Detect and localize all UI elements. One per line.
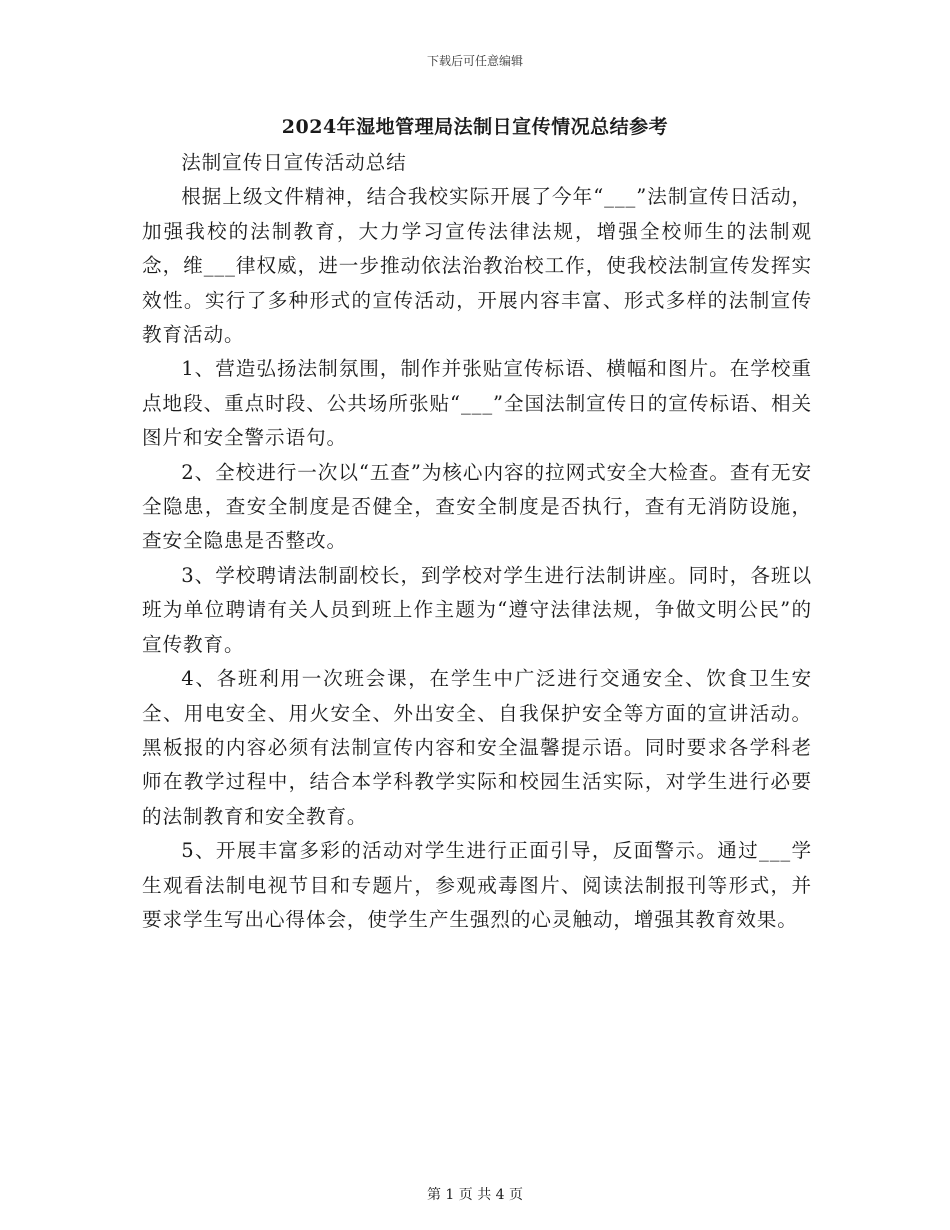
- header-note: 下载后可任意编辑: [426, 54, 523, 68]
- paragraph-item-3: 3、学校聘请法制副校长，到学校对学生进行法制讲座。同时，各班以班为单位聘请有关人员到班上作主题为“遵守法律法规，争做文明公民”的宣传教育。: [142, 563, 812, 656]
- paragraph-intro: 根据上级文件精神，结合我校实际开展了今年“___”法制宣传日活动，加强我校的法制教育，大力学习宣传法律法规，增强全校师生的法制观念，维___律权威，进一步推动依法治教治校工作，使我校法制宣传发挥实效性。实行了多种形式的宣传活动，开展内容丰富、形式多样的法制宣传教育活动。: [142, 185, 812, 347]
- paragraph-item-4: 4、各班利用一次班会课，在学生中广泛进行交通安全、饮食卫生安全、用电安全、用火安全、外出安全、自我保护安全等方面的宣讲活动。黑板报的内容必须有法制宣传内容和安全温馨提示语。同时要求各学科老师在教学过程中，结合本学科教学实际和校园生活实际，对学生进行必要的法制教育和安全教育。: [142, 667, 812, 828]
- page-footer: 第 1 页 共 4 页: [426, 1187, 524, 1203]
- paragraph-item-5: 5、开展丰富多彩的活动对学生进行正面引导，反面警示。通过___学生观看法制电视节目和专题片，参观戒毒图片、阅读法制报刊等形式，并要求学生写出心得体会，使学生产生强烈的心灵触动，增强其教育效果。: [142, 839, 812, 931]
- paragraph-item-1: 1、营造弘扬法制氛围，制作并张贴宣传标语、横幅和图片。在学校重点地段、重点时段、公共场所张贴“___”全国法制宣传日的宣传标语、相关图片和安全警示语句。: [142, 357, 812, 450]
- document-title: 2024年湿地管理局法制日宣传情况总结参考: [281, 116, 669, 138]
- section-heading: 法制宣传日宣传活动总结: [181, 151, 407, 174]
- paragraph-item-2: 2、全校进行一次以“五查”为核心内容的拉网式安全大检查。查有无安全隐患，查安全制度是否健全，查安全制度是否执行，查有无消防设施，查安全隐患是否整改。: [142, 460, 812, 553]
- document-body: [142, 146, 812, 937]
